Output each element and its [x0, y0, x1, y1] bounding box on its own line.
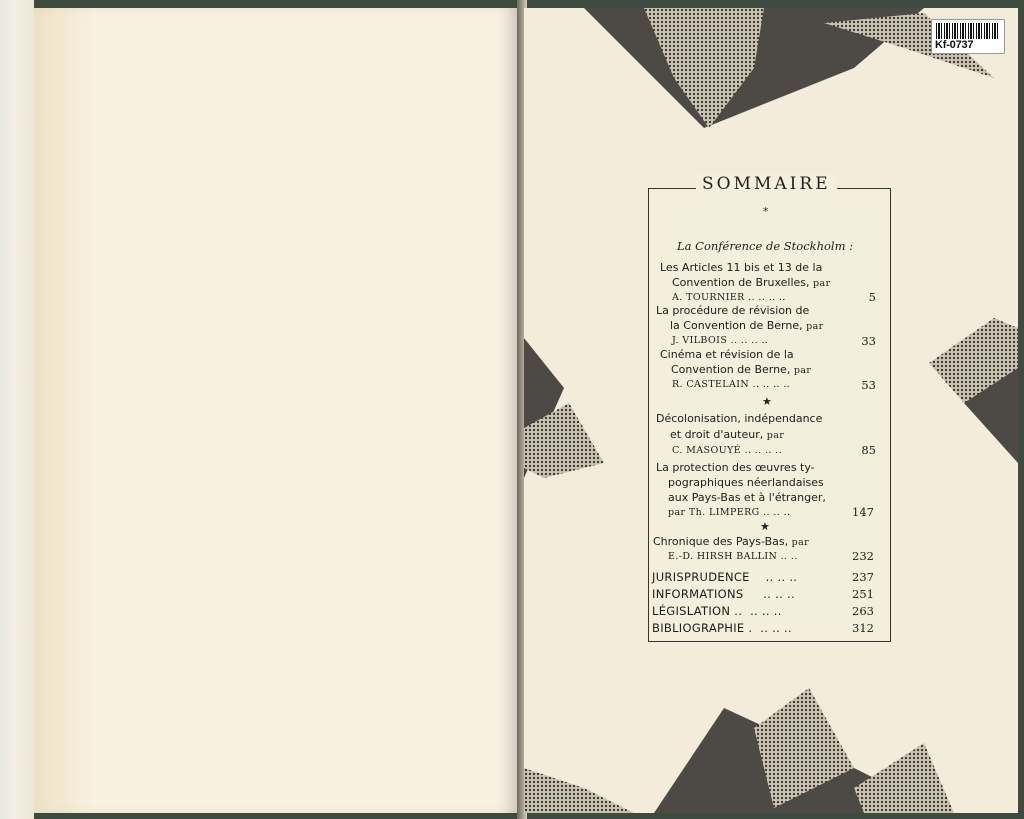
toc-entry-5-author: Th. LIMPERG [688, 507, 760, 518]
toc-entry-6-page: 232 [852, 549, 874, 563]
toc-entry-2-title-a: La procédure de révision de [656, 304, 810, 317]
toc-entry-3-author: R. CASTELAIN [672, 379, 750, 390]
page-stain [34, 8, 94, 813]
toc-entry-1-title-a: Les Articles 11 bis et 13 de la [660, 261, 823, 274]
toc-entry-4-by: par [766, 430, 785, 441]
toc-divider-star: * [763, 205, 769, 218]
toc-star-1: ★ [762, 395, 772, 408]
toc-section-heading: La Conférence de Stockholm : [677, 239, 854, 253]
toc-entry-4-page: 85 [861, 443, 876, 457]
toc-entry-2-author: J. VILBOIS [672, 335, 728, 346]
toc-entry-3-title-b: Convention de Berne, [671, 363, 791, 376]
toc-section-legislation-page: 263 [852, 604, 874, 618]
toc-entry-1-by: par [813, 278, 831, 289]
toc-entry-3-by: par [793, 365, 812, 376]
toc-section-informations: INFORMATIONS .. .. .. [652, 587, 795, 601]
toc-entry-5-title-c: aux Pays-Bas et à l'étranger, [668, 491, 826, 504]
toc-section-jurisprudence-page: 237 [852, 570, 874, 584]
dotted-shape-bottom-left [524, 768, 634, 813]
toc-entry-3-title-a: Cinéma et révision de la [660, 348, 794, 361]
toc-entry-3-page: 53 [861, 378, 876, 392]
toc-entry-1-author: A. TOURNIER [672, 292, 745, 303]
toc-entry-6-by: par [791, 537, 810, 548]
toc-entry-4-title-a: Décolonisation, indépendance [656, 412, 823, 425]
barcode-code: Kf-0737 [935, 39, 974, 51]
book-spread: Kf-0737 SOMMAIRE * La Conférence de Stockholm : Les Articles 11 bis et 13 de la Convention de Bruxelles, par A. TOURNIER .. .. .. .. 5 La procédure de révision de la Convention de Berne, par J. VILBOIS .. .. .. .. 33 Cinéma et révision de la Convention de Berne, par R. CASTELAIN .. .. .. .. 53 ★ Décolonisation, indépendance et droit d'auteur, par C. MASOUYÉ .. .. .. .. 85 La protection des œuvres ty- pographiques néerlandaises aux Pays-Bas et à l'étranger, par Th. LIMPERG .. .. .. 147 ★ Chronique des Pays-Bas, par E.-D. HIRSH BALLIN .. .. 232 JURISPRUDENCE .. .. .. 237 INFORMATIONS .. .. .. 251 LÉGISLATION .. .. .. .. 263 BIBLIOGRAPHIE . .. .. .. 312 [0, 0, 1024, 819]
toc-star-2: ★ [760, 520, 770, 533]
library-barcode-label [931, 19, 1005, 54]
toc-entry-6-author: E.-D. HIRSH BALLIN [668, 551, 778, 562]
toc-entry-5-title-b: pographiques néerlandaises [668, 476, 824, 489]
toc-entry-2-by: par [806, 321, 824, 332]
toc-section-legislation: LÉGISLATION .. .. .. .. [652, 604, 782, 618]
toc-section-bibliographie-page: 312 [852, 621, 874, 635]
toc-title: SOMMAIRE [696, 174, 837, 194]
toc-section-bibliographie: BIBLIOGRAPHIE . .. .. .. [652, 621, 792, 635]
toc-entry-1-title-b: Convention de Bruxelles, [672, 276, 810, 289]
toc-entry-4-title-b: et droit d'auteur, [670, 428, 764, 441]
toc-entry-2-page: 33 [861, 334, 876, 348]
left-page-blank [34, 8, 518, 813]
toc-entry-5-page: 147 [852, 505, 874, 519]
toc-entry-5-title-a: La protection des œuvres ty- [656, 461, 815, 474]
toc-entry-6-title-a: Chronique des Pays-Bas, [653, 535, 789, 548]
toc-entry-4-author: C. MASOUYÉ [672, 445, 742, 456]
toc-entry-1-page: 5 [868, 290, 876, 304]
toc-section-jurisprudence: JURISPRUDENCE .. .. .. [652, 570, 798, 584]
book-edge [0, 0, 34, 819]
toc-section-informations-page: 251 [852, 587, 874, 601]
toc-entry-5-by: par [668, 507, 686, 518]
toc-entry-2-title-b: la Convention de Berne, [670, 319, 803, 332]
barcode-icon [936, 23, 1000, 39]
